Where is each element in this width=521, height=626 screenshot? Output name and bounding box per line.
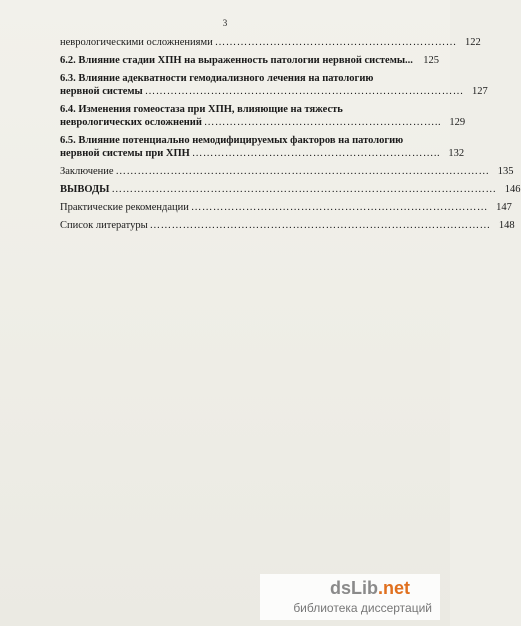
toc-leader-dots: …………………………………………………………………………………	[149, 220, 491, 231]
toc-entry-title: ВЫВОДЫ	[60, 184, 110, 195]
toc-entry[interactable]	[60, 134, 465, 160]
dslib-logo	[330, 578, 410, 599]
logo-main-text: dsLib	[329, 578, 378, 598]
toc-leader-dots: ………………………………………………………………………	[190, 202, 488, 213]
toc-page-number: 125	[423, 55, 439, 66]
toc-page-number: 129	[449, 117, 466, 128]
site-watermark[interactable]	[260, 574, 440, 620]
toc-entry-title: 6.2. Влияние стадии ХПН на выраженность патологии нервной системы...	[60, 55, 413, 66]
toc-leader-dots: ……………………………………………………………………………	[144, 86, 464, 97]
toc-leader-dots: ………………………………………………………..	[203, 117, 442, 128]
toc-entry-title: Практические рекомендации	[60, 202, 189, 213]
toc-entry-title-continued: нервной системы при ХПН	[60, 148, 190, 159]
toc-entry-title: 6.4. Изменения гомеостаза при ХПН, влияющие на тяжесть	[60, 104, 343, 115]
toc-leader-dots: …………………………………………………………	[214, 37, 457, 48]
toc-entry-title: 6.5. Влияние потенциально немодифицируемых факторов на патологию	[60, 135, 404, 146]
toc-leader-dots: ……………………………………………………………………………………………	[111, 184, 497, 195]
toc-entry-title-continued: неврологических осложнений	[60, 117, 202, 128]
toc-page-number: 135	[497, 166, 514, 177]
toc-entry[interactable]	[60, 54, 439, 67]
toc-entry-title: Заключение	[60, 166, 114, 177]
table-of-contents	[60, 36, 521, 237]
toc-entry[interactable]	[60, 36, 481, 49]
toc-leader-dots: …………………………………………………………………………………………	[115, 166, 490, 177]
toc-entry[interactable]	[60, 201, 512, 214]
logo-suffix-text: .net	[377, 578, 410, 598]
toc-page-number: 147	[496, 202, 512, 213]
watermark-subtitle: библиотека диссертаций	[293, 601, 432, 615]
toc-entry[interactable]	[60, 72, 488, 98]
toc-entry[interactable]	[60, 183, 521, 196]
toc-page-number: 127	[471, 86, 488, 97]
toc-page-number: 122	[465, 37, 481, 48]
toc-entry-title: 6.3. Влияние адекватности гемодиализного лечения на патологию	[60, 73, 374, 84]
toc-entry-title: Список литературы	[60, 220, 148, 231]
toc-entry-title: неврологическими осложнениями	[60, 37, 213, 48]
page-number: 3	[222, 18, 228, 28]
toc-entry[interactable]	[60, 103, 466, 129]
toc-page-number: 132	[448, 148, 465, 159]
toc-page-number: 148	[498, 220, 515, 231]
toc-entry[interactable]	[60, 219, 515, 232]
toc-entry-title-continued: нервной системы	[60, 86, 143, 97]
toc-page-number: 146	[504, 184, 521, 195]
toc-leader-dots: …………………………………………………………..	[191, 148, 441, 159]
toc-entry[interactable]	[60, 165, 514, 178]
